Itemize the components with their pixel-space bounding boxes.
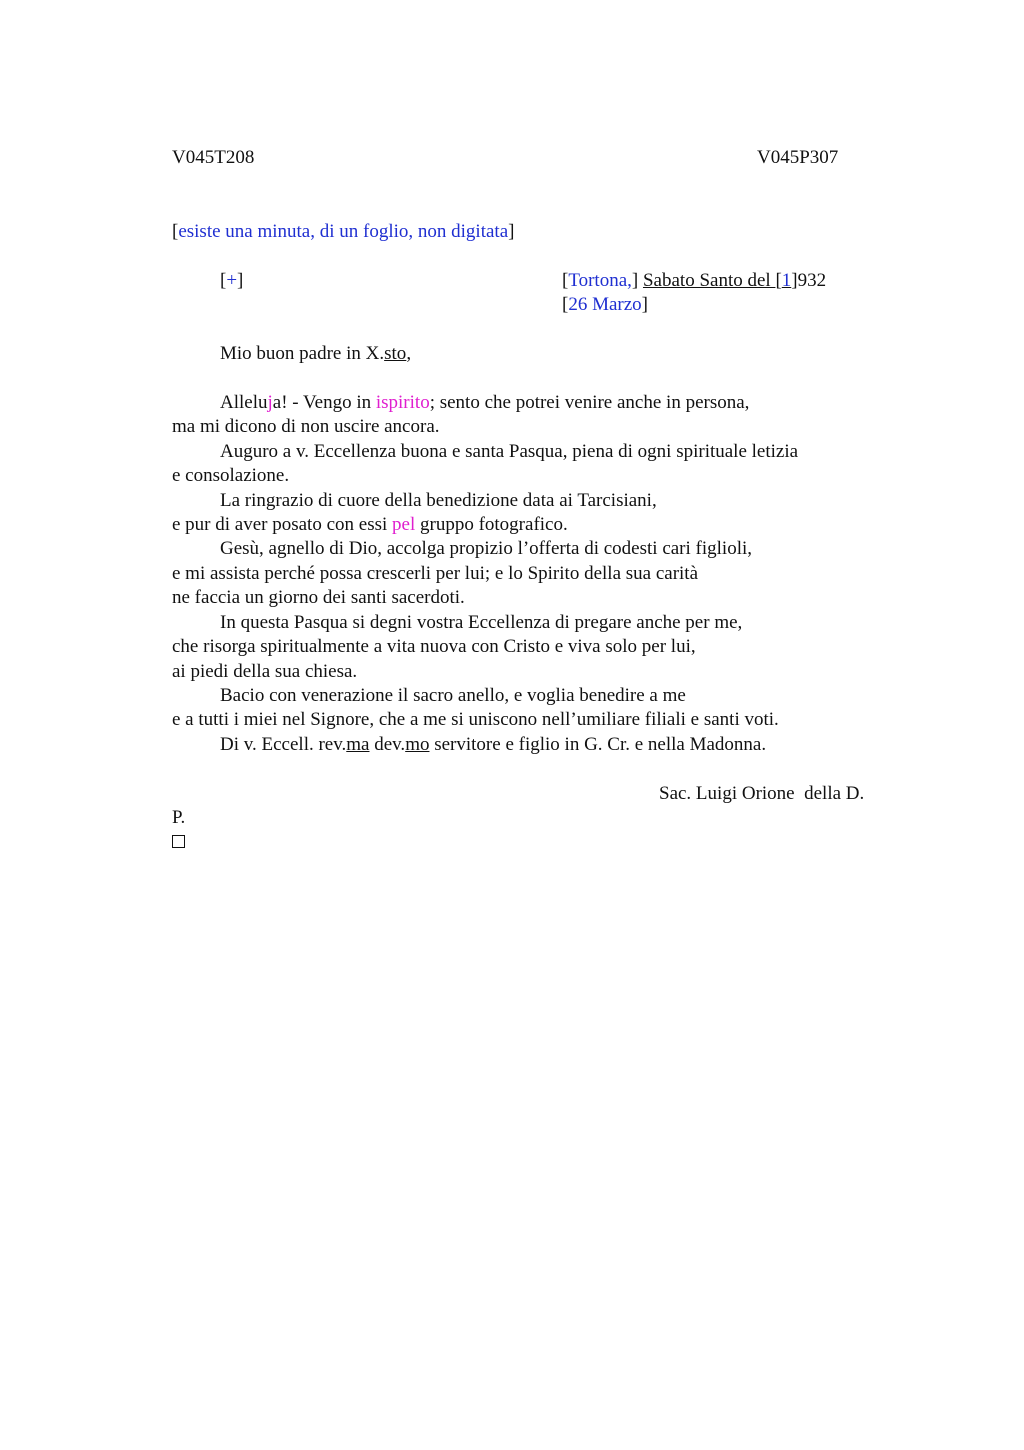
year-rest: ]932 [791, 270, 827, 291]
abbr-superscript: mo [405, 734, 430, 755]
cross-symbol: + [226, 270, 238, 291]
body-line-7: Gesù, agnello di Dio, accolga propizio l’offerta di codesti cari figlioli, [220, 538, 753, 559]
bracket-close: ] [508, 221, 515, 242]
document-code-left: V045T208 [172, 147, 255, 168]
text-run: servitore e figlio in G. Cr. e nella Madonna. [429, 734, 767, 755]
body-line-2: ma mi dicono di non uscire ancora. [172, 416, 440, 437]
body-line-14: e a tutti i miei nel Signore, che a me si uniscono nell’umiliare filiali e santi voti. [172, 709, 779, 730]
variant-word: ispirito [375, 392, 430, 413]
signature-line-2: P. [172, 807, 186, 828]
text-run: ; sento che potrei venire anche in persona, [429, 392, 750, 413]
date-day-line [562, 293, 648, 317]
body-line-11: che risorga spiritualmente a vita nuova con Cristo e viva solo per lui, [172, 636, 696, 657]
date-day: 26 Marzo [568, 294, 642, 315]
text-run: Allelu [220, 392, 268, 413]
bracket-close: ] [631, 270, 643, 291]
text-run: e pur di aver posato con essi [172, 514, 393, 535]
body-line-8: e mi assista perché possa crescerli per lui; e lo Spirito della sua carità [172, 563, 699, 584]
body-line-5: La ringrazio di cuore della benedizione data ai Tarcisiani, [220, 490, 657, 511]
text-run: gruppo fotografico. [415, 514, 568, 535]
body-line-13: Bacio con venerazione il sacro anello, e voglia benedire a me [220, 685, 686, 706]
variant-word: pel [392, 514, 416, 535]
bracket-open: [ [562, 294, 569, 315]
body-line-12: ai piedi della sua chiesa. [172, 661, 358, 682]
body-line-3: Auguro a v. Eccellenza buona e santa Pasqua, piena di ogni spirituale letizia [220, 441, 799, 462]
bracket-open: [ [172, 221, 179, 242]
body-line-6 [172, 513, 568, 537]
bracket-open: [ [220, 270, 227, 291]
text-run: Di v. Eccell. rev. [220, 734, 347, 755]
body-line-10: In questa Pasqua si degni vostra Eccellenza di pregare anche per me, [220, 612, 743, 633]
body-line-15 [220, 733, 766, 757]
placeholder-square-icon [172, 830, 185, 854]
place-name: Tortona, [568, 270, 632, 291]
abbr-superscript: ma [346, 734, 370, 755]
document-code-right: V045P307 [757, 147, 839, 168]
text-run: dev. [369, 734, 406, 755]
cross-mark [220, 269, 243, 293]
salutation-abbr: sto [384, 343, 407, 364]
editorial-note-text: esiste una minuta, di un foglio, non digitata [178, 221, 509, 242]
bracket-open: [ [562, 270, 569, 291]
signature-line-1: Sac. Luigi Orione della D. [659, 783, 865, 804]
salutation [220, 342, 411, 366]
body-line-4: e consolazione. [172, 465, 290, 486]
square-icon [172, 835, 185, 848]
salutation-comma: , [406, 343, 412, 364]
year-digit: 1 [781, 270, 792, 291]
body-line-1 [220, 391, 749, 415]
year-bracket-open: [ [775, 270, 782, 291]
date-text [643, 270, 791, 291]
date-words: Sabato Santo del [642, 270, 776, 291]
bracket-close: ] [641, 294, 648, 315]
salutation-text: Mio buon padre in X. [220, 343, 385, 364]
body-line-9: ne faccia un giorno dei santi sacerdoti. [172, 587, 465, 608]
bracket-close: ] [237, 270, 244, 291]
text-run: a! - Vengo in [272, 392, 376, 413]
variant-letter: j [267, 392, 273, 413]
place-date-line [562, 269, 826, 293]
editorial-note [172, 220, 514, 244]
